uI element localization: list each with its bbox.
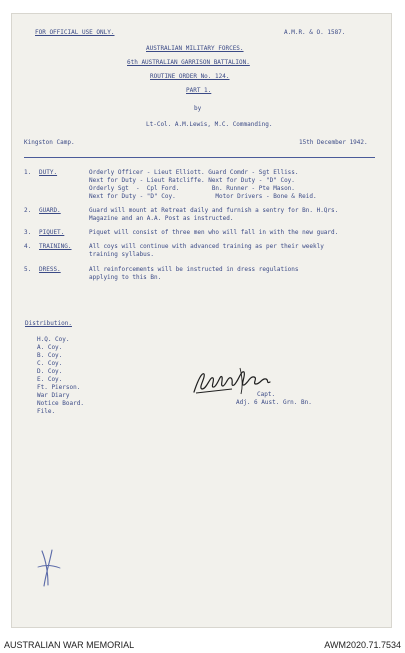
distribution-entry: C. Coy. <box>37 360 63 367</box>
item-text-line: applying to this Bn. <box>89 274 162 281</box>
header-divider <box>24 157 375 158</box>
item-number: 2. <box>24 207 32 214</box>
item-heading: GUARD. <box>39 207 61 214</box>
by-line: by <box>194 105 202 112</box>
pencil-annotation-mark <box>34 547 64 589</box>
item-heading: DRESS. <box>39 266 61 273</box>
item-heading: PIQUET. <box>39 229 65 236</box>
location: Kingston Camp. <box>24 139 75 146</box>
item-text-line: Next for Duty - "D" Coy. Motor Drivers - Bone & Reid. <box>89 193 317 200</box>
item-heading: TRAINING. <box>39 243 72 250</box>
distribution-entry: A. Coy. <box>37 344 63 351</box>
distribution-entry: H.Q. Coy. <box>37 336 70 343</box>
signatory-appointment: Adj. 6 Aust. Grn. Bn. <box>236 399 312 406</box>
distribution-entry: War Diary <box>37 392 70 399</box>
distribution-entry: File. <box>37 408 56 415</box>
distribution-entry: Notice Board. <box>37 400 84 407</box>
item-number: 5. <box>24 266 32 273</box>
item-heading: DUTY. <box>39 169 58 176</box>
archive-caption-bar <box>0 637 405 653</box>
distribution-entry: D. Coy. <box>37 368 63 375</box>
item-text-line: training syllabus. <box>89 251 155 258</box>
archive-reference: AWM2020.71.7534 <box>324 640 401 650</box>
form-reference: A.M.R. & O. 1587. <box>284 29 346 36</box>
item-number: 3. <box>24 229 32 236</box>
distribution-title: Distribution. <box>25 320 72 327</box>
part-heading: PART 1. <box>186 87 212 94</box>
item-text-line: Piquet will consist of three men who will fall in with the new guard. <box>89 229 339 236</box>
classification-marking: FOR OFFICIAL USE ONLY. <box>35 29 115 36</box>
item-text-line: Next for Duty - Lieut Ratcliffe. Next for Duty - "D" Coy. <box>89 177 295 184</box>
distribution-entry: E. Coy. <box>37 376 63 383</box>
signatory-rank: Capt. <box>257 391 276 398</box>
order-date: 15th December 1942. <box>299 139 368 146</box>
distribution-entry: Ft. Pierson. <box>37 384 81 391</box>
organisation-title: AUSTRALIAN MILITARY FORCES. <box>146 45 244 52</box>
document-page <box>12 14 391 627</box>
item-text-line: All coys will continue with advanced training as per their weekly <box>89 243 324 250</box>
item-text-line: Orderly Sgt - Cpl Ford. Bn. Runner - Pte Mason. <box>89 185 295 192</box>
distribution-entry: B. Coy. <box>37 352 63 359</box>
commander-line: Lt-Col. A.M.Lewis, M.C. Commanding. <box>146 121 273 128</box>
archive-name: AUSTRALIAN WAR MEMORIAL <box>4 640 135 650</box>
item-text-line: Orderly Officer - Lieut Elliott. Guard Comdr - Sgt Elliss. <box>89 169 299 176</box>
item-number: 4. <box>24 243 32 250</box>
order-title: ROUTINE ORDER No. 124. <box>150 73 230 80</box>
item-text-line: All reinforcements will be instructed in dress regulations <box>89 266 299 273</box>
item-text-line: Guard will mount at Retreat daily and furnish a sentry for Bn. H.Qrs. <box>89 207 339 214</box>
unit-title: 6th AUSTRALIAN GARRISON BATTALION. <box>127 59 250 66</box>
item-number: 1. <box>24 169 32 176</box>
item-text-line: Magazine and an A.A. Post as instructed. <box>89 215 234 222</box>
